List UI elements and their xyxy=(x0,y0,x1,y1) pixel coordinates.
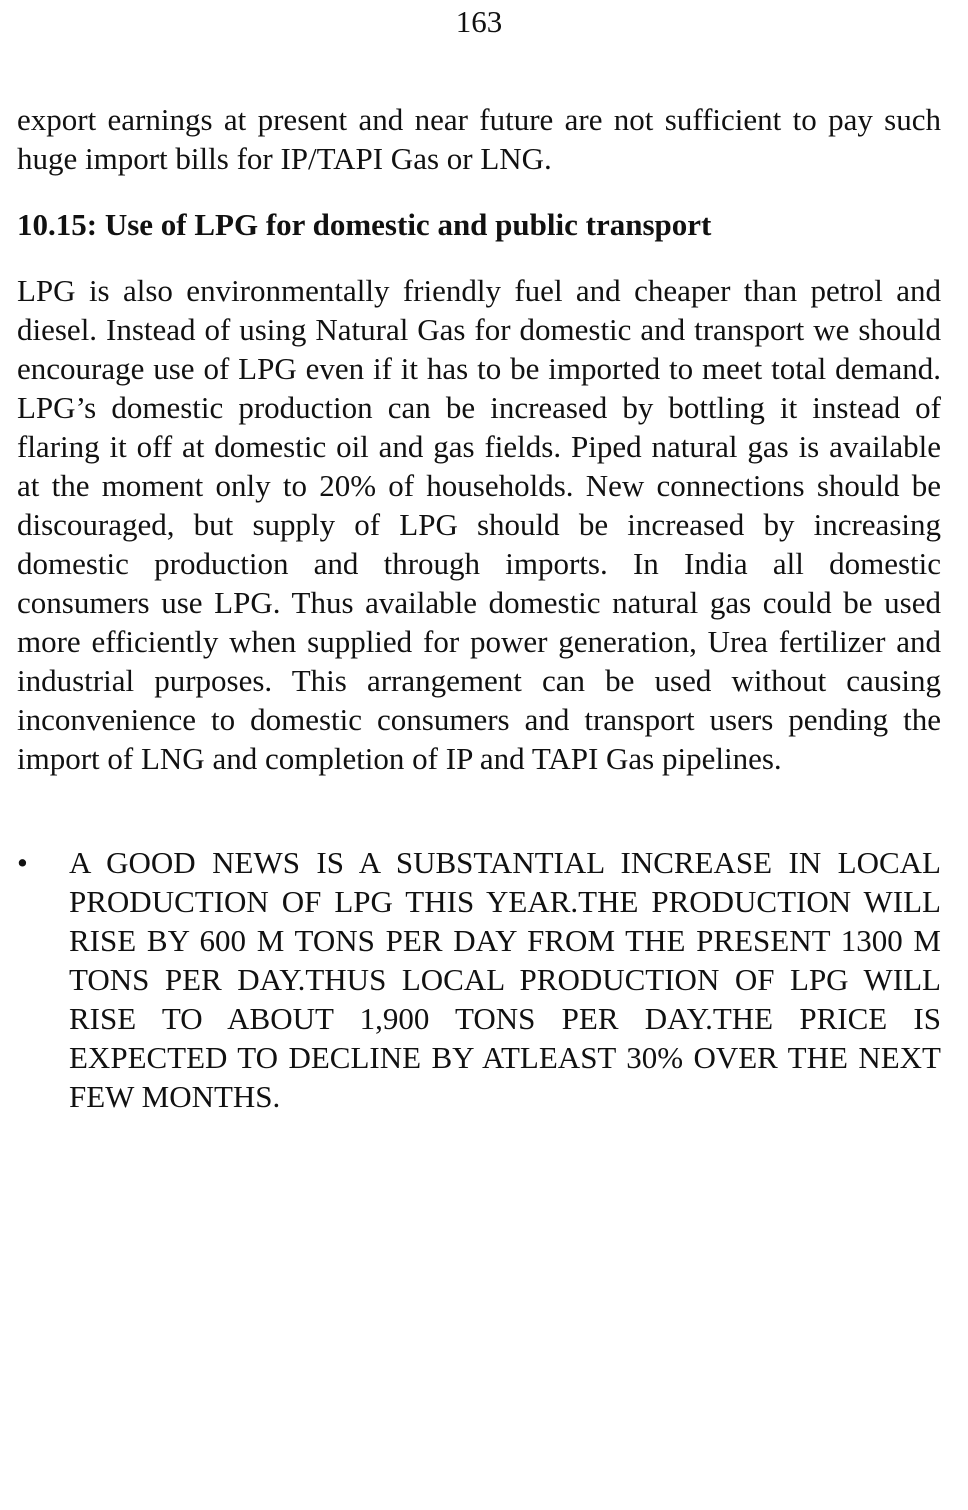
main-paragraph: LPG is also environmentally friendly fuel and cheaper than petrol and diesel. Instead of using Natural Gas for domestic and transport we should encourage use of LPG even if it has to be imported to meet total demand. LPG’s domestic production can be increased by bottling it instead of flaring it off at domestic oil and gas fields. Piped natural gas is available at the moment only to 20% of households. New connections should be discouraged, but supply of LPG should be increased by increasing domestic production and through imports. In India all domestic consumers use LPG. Thus available domestic natural gas could be used more efficiently when supplied for power generation, Urea fertilizer and industrial purposes. This arrangement can be used without causing inconvenience to domestic consumers and transport users pending the import of LNG and completion of IP and TAPI Gas pipelines. xyxy=(17,273,941,776)
bullet-list xyxy=(17,843,941,1116)
bullet-dot-icon: • xyxy=(17,845,28,880)
list-item xyxy=(17,843,941,1116)
section-heading: 10.15: Use of LPG for domestic and public transport xyxy=(17,207,712,242)
page-number: 163 xyxy=(455,4,503,39)
intro-paragraph: export earnings at present and near future are not sufficient to pay such huge import bills for IP/TAPI Gas or LNG. xyxy=(17,102,941,176)
bullet-text: A GOOD NEWS IS A SUBSTANTIAL INCREASE IN LOCAL PRODUCTION OF LPG THIS YEAR.THE PRODUCTION WILL RISE BY 600 M TONS PER DAY FROM THE PRESENT 1300 M TONS PER DAY.THUS LOCAL PRODUCTION OF LPG WILL RISE TO ABOUT 1,900 TONS PER DAY.THE PRICE IS EXPECTED TO DECLINE BY ATLEAST 30% OVER THE NEXT FEW MONTHS. xyxy=(69,845,941,1114)
